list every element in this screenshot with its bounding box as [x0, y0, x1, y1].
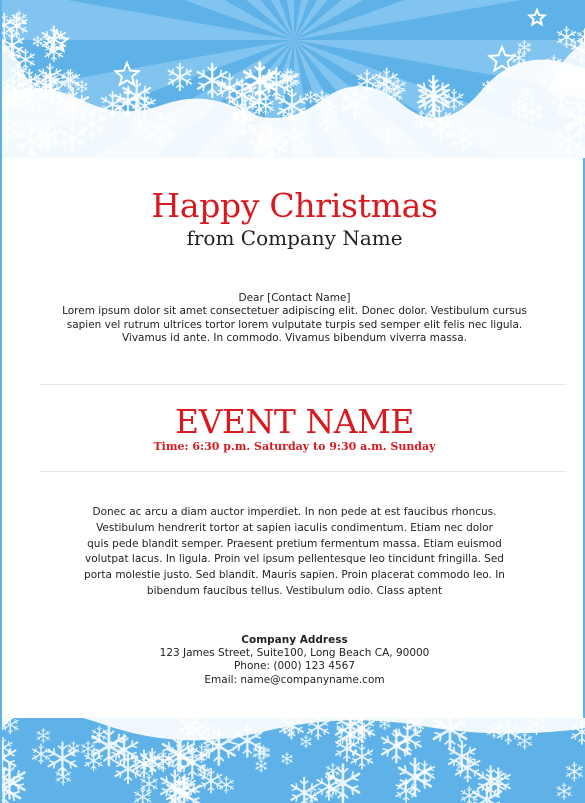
page-subtitle: from Company Name: [186, 226, 403, 250]
body-paragraph: Donec ac arcu a diam auctor imperdiet. In non pede at est faucibus rhoncus. Vestibulum hendrerit tortor at sapien iaculis condimentum. Etiam nec dolor quis pede blandit semper. Praesent pretium fermentum massa. Etiam euismod volutpat lacus. In ligula. Proin vel ipsum pellentesque leo tincidunt fringilla. Sed porta molestie justo. Sed blandit. Mauris sapien. Proin placerat commodo leo. In bibendum faucibus tellus. Vestibulum odio. Class aptent: [84, 506, 505, 597]
address-phone: Phone: (000) 123 4567: [233, 660, 356, 673]
top-snowflake-banner: [2, 0, 585, 158]
divider: [40, 471, 566, 472]
address-street: 123 James Street, Suite100, Long Beach CA, 90000: [159, 647, 430, 660]
address-title: Company Address: [241, 634, 348, 646]
email-content: [2, 158, 585, 718]
divider: [40, 384, 566, 385]
snowflake-border-icon: [2, 718, 585, 803]
address-email[interactable]: Email: name@companyname.com: [204, 673, 385, 686]
bottom-snowflake-banner: [2, 718, 585, 803]
company-address-block: [2, 634, 585, 687]
event-name: EVENT NAME: [175, 402, 414, 441]
event-time: Time: 6:30 p.m. Saturday to 9:30 a.m. Sunday: [153, 440, 436, 453]
snowflake-burst-icon: [2, 0, 585, 158]
greeting-text: Dear [Contact Name]: [238, 292, 351, 304]
intro-paragraph: Lorem ipsum dolor sit amet consectetuer adipiscing elit. Donec dolor. Vestibulum cursus sapien vel rutrum ultrices tortor lorem vulputate turpis sed semper elit felis nec ligula. Vivamus id ante. In commodo. Vivamus bibendum viverra massa.: [62, 305, 527, 344]
page-title: Happy Christmas: [151, 186, 438, 225]
